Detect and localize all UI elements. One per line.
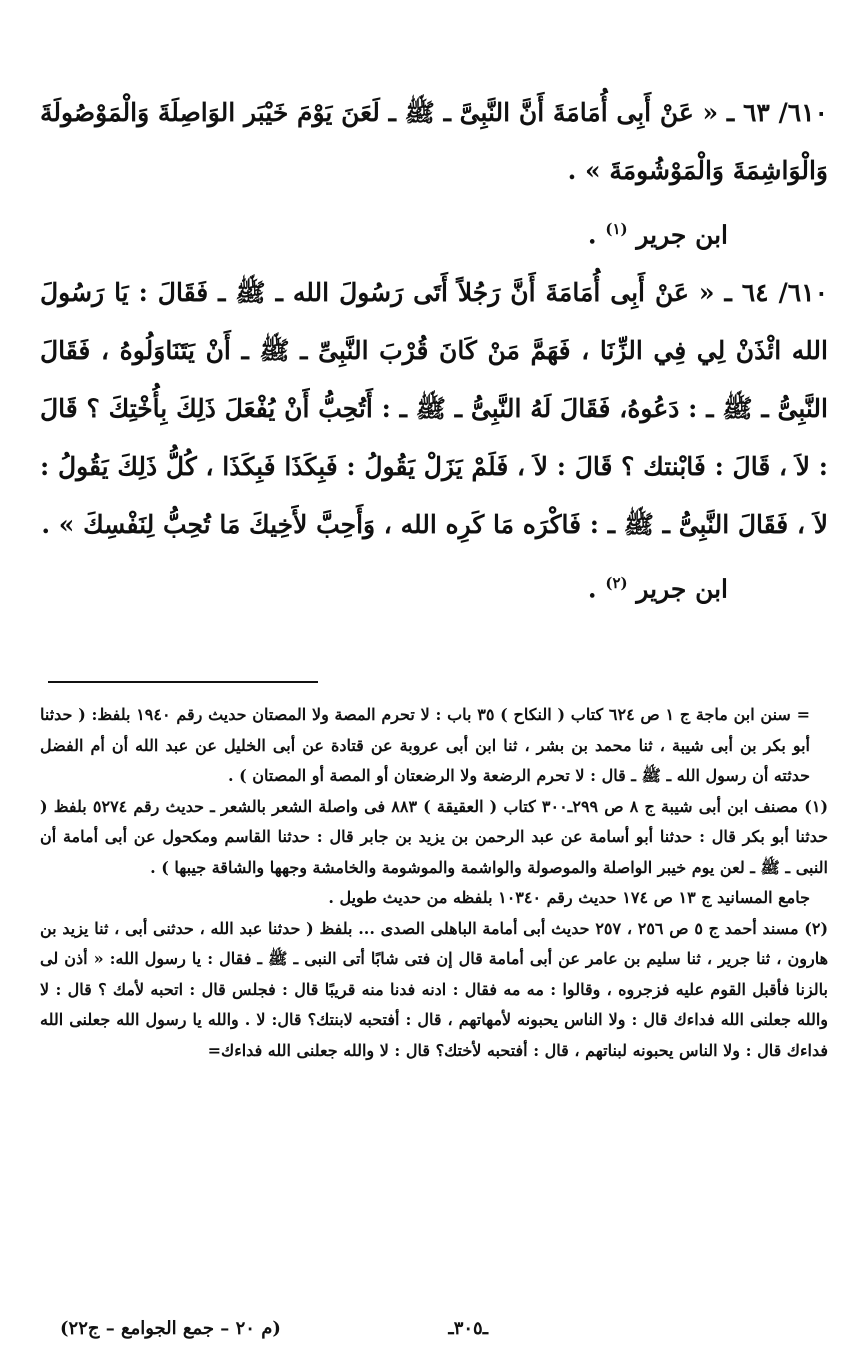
series-signature: (م ٢٠ – جمع الجوامع – ج٢٢) — [60, 1318, 281, 1339]
hadith-64: ٦١٠/ ٦٤ ـ « عَنْ أَبِى أُمَامَةَ أَنَّ رَجُلاً أَتَى رَسُولَ الله ـ ﷺ ـ فَقَالَ : يَا رَسُولَ الله ائْذَنْ لِي فِي الزِّنَا ، فَهَمَّ مَنْ كَانَ قُرْبَ النَّبِىِّ ـ ﷺ ـ أَنْ يَتَنَاوَلُوهُ ، فَقَالَ النَّبِىُّ ـ ﷺ ـ : دَعُوهُ، فَقَالَ لَهُ النَّبِىُّ ـ ﷺ ـ : أَتُحِبُّ أَنْ يُفْعَلَ ذَلِكَ بِأُخْتِكَ ؟ قَالَ : لاَ ، قَالَ : فَابْنتك ؟ قَالَ : لاَ ، فَلَمْ يَزَلْ يَقُولُ : فَبِكَذَا فَبِكَذَا ، كُلُّ ذَلِكَ يَقُولُ : لاَ ، فَقَالَ النَّبِىُّ ـ ﷺ ـ : فَاكْرَه مَا كَرِه الله ، وَأَحِبَّ لأَخِيكَ مَا تُحِبُّ لِنَفْسِكَ » . — [40, 278, 829, 540]
footnote-ref-2[interactable]: (٢) — [605, 574, 628, 593]
footnote-ref-1[interactable]: (١) — [605, 220, 628, 238]
hadith-63: ٦١٠/ ٦٣ ـ « عَنْ أَبِى أُمَامَةَ أَنَّ النَّبِىَّ ـ ﷺ ـ لَعَنَ يَوْمَ خَيْبَر الوَاصِلَةَ وَالْمَوْصُولَةَ وَالْوَاشِمَةَ وَالْمَوْشُومَةَ » . — [40, 98, 828, 185]
footnote-continuation: = سنن ابن ماجة ج ١ ص ٦٢٤ كتاب ( النكاح ) ٣٥ باب : لا تحرم المصة ولا المصتان حديث رقم ١٩٤٠ بلفظ: ( حدثنا أبو بكر بن أبى شيبة ، ثنا محمد بن بشر ، ثنا ابن أبى عروبة عن قتادة عن أبى الخليل عن عبد الله أن أم الفضل حدثته أن رسول الله ـ ﷺ ـ قال : لا تحرم الرضعة ولا الرضعتان أو المصة أو المصتان ) . — [40, 705, 810, 785]
page-footer — [40, 1318, 828, 1352]
footnote-1-extra: جامع المسانيد ج ١٣ ص ١٧٤ حديث رقم ١٠٣٤٠ بلفظه من حديث طويل . — [328, 888, 810, 907]
footnotes — [40, 700, 828, 1066]
footnote-2: (٢) مسند أحمد ج ٥ ص ٢٥٦ ، ٢٥٧ حديث أبى أمامة الباهلى الصدى ... بلفظ ( حدثنا عبد الله ، حدثنى أبى ، ثنا يزيد بن هارون ، ثنا جرير ، ثنا سليم بن عامر عن أبى أمامة قال إن فتى شابًا أتى النبى ـ ﷺ ـ فقال : يا رسول الله: « أذن لى بالزنا فأقبل القوم عليه فزجروه ، وقالوا : مه مه فقال : ادنه فدنا منه قريبًا قال : فجلس قال : اتحبه لأمك ؟ قال : لا والله جعلنى الله فداءك قال : ولا الناس يحبونه لأمهاتهم ، قال : أفتحبه لابنتك؟ قال: لا . والله يا رسول الله جعلنى الله فداءك قال : ولا الناس يحبونه لبناتهم ، قال : أفتحبه لأختك؟ قال : لا والله جعلنى الله فداءك= — [40, 918, 829, 1060]
source-period: . — [587, 574, 597, 604]
main-text — [40, 84, 828, 619]
page-number: ـ٣٠٥ـ — [448, 1318, 488, 1339]
footnote-divider — [48, 681, 318, 683]
source-name: ابن جرير — [636, 220, 728, 250]
source-period: . — [587, 220, 597, 250]
footnote-1: (١) مصنف ابن أبى شيبة ج ٨ ص ٢٩٩ـ٣٠٠ كتاب ( العقيقة ) ٨٨٣ فى واصلة الشعر بالشعر ـ حديث رقم ٥٢٧٤ بلفظ ( حدثنا أبو بكر قال : حدثنا أبو أسامة عن عبد الرحمن بن يزيد بن جابر قال : حدثنا القاسم ومكحول عن أبى أمامة أن النبى ـ ﷺ ـ لعن يوم خيبر الواصلة والموصولة والواشمة والموشومة والخامشة وجهها والشاقة جيبها ) . — [40, 796, 829, 877]
hadith-64-source — [40, 554, 828, 618]
hadith-63-source — [40, 200, 828, 264]
source-name: ابن جرير — [636, 574, 728, 604]
